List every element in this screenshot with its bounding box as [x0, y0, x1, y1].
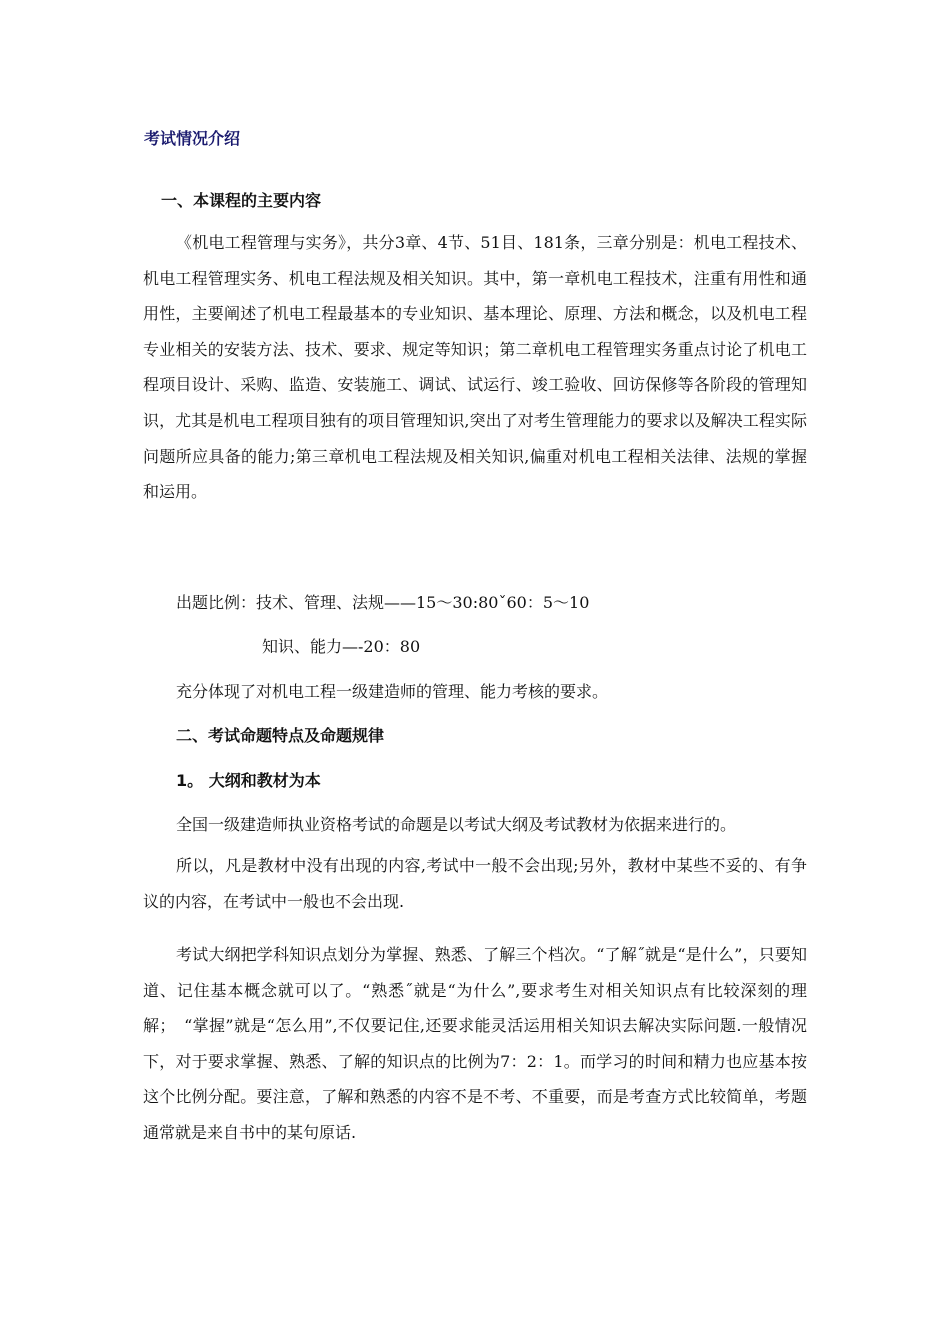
section1-heading: 一、本课程的主要内容 — [161, 191, 322, 210]
ratio-line-2: 知识、能力—-20：80 — [262, 637, 421, 656]
summary-line: 充分体现了对机电工程一级建造师的管理、能力考核的要求。 — [176, 682, 609, 701]
levels-paragraph: 考试大纲把学科知识点划分为掌握、熟悉、了解三个档次。“了解˝就是“是什么”，只要知道、记住基本概念就可以了。“熟悉˝就是“为什么”,要求考生对相关知识点有比较深刻的理解； “掌握”就是“怎么用”,不仅要记住,还要求能灵活运用相关知识去解决实际问题.一般情况下，对于要求掌握、熟悉、了解的知识点的比例为7：2：1。而学习的时间和精力也应基本按这个比例分配。要注意，了解和熟悉的内容不是不考、不重要，而是考查方式比较简单，考题通常就是来自书中的某句原话. — [143, 945, 807, 1142]
scope-paragraph: 所以，凡是教材中没有出现的内容,考试中一般不会出现;另外，教材中某些不妥的、有争议的内容，在考试中一般也不会出现. — [143, 856, 807, 911]
section2-heading: 二、考试命题特点及命题规律 — [176, 726, 385, 745]
document-title: 考试情况介绍 — [144, 129, 241, 148]
subsection1-heading: 1。 大纲和教材为本 — [176, 771, 321, 790]
basis-paragraph: 全国一级建造师执业资格考试的命题是以考试大纲及考试教材为依据来进行的。 — [176, 815, 737, 834]
ratio-line-1: 出题比例：技术、管理、法规——15～30:80ˇ60：5～10 — [176, 593, 590, 612]
section1-paragraph: 《机电工程管理与实务》，共分3章、4节、51目、181条，三章分别是：机电工程技术、机电工程管理实务、机电工程法规及相关知识。其中，第一章机电工程技术，注重有用性和通用性，主要阐述了机电工程最基本的专业知识、基本理论、原理、方法和概念，以及机电工程专业相关的安装方法、技术、要求、规定等知识；第二章机电工程管理实务重点讨论了机电工程项目设计、采购、监造、安装施工、调试、试运行、竣工验收、回访保修等各阶段的管理知识，尤其是机电工程项目独有的项目管理知识,突出了对考生管理能力的要求以及解决工程实际问题所应具备的能力;第三章机电工程法规及相关知识,偏重对机电工程相关法律、法规的掌握和运用。 — [143, 233, 807, 502]
